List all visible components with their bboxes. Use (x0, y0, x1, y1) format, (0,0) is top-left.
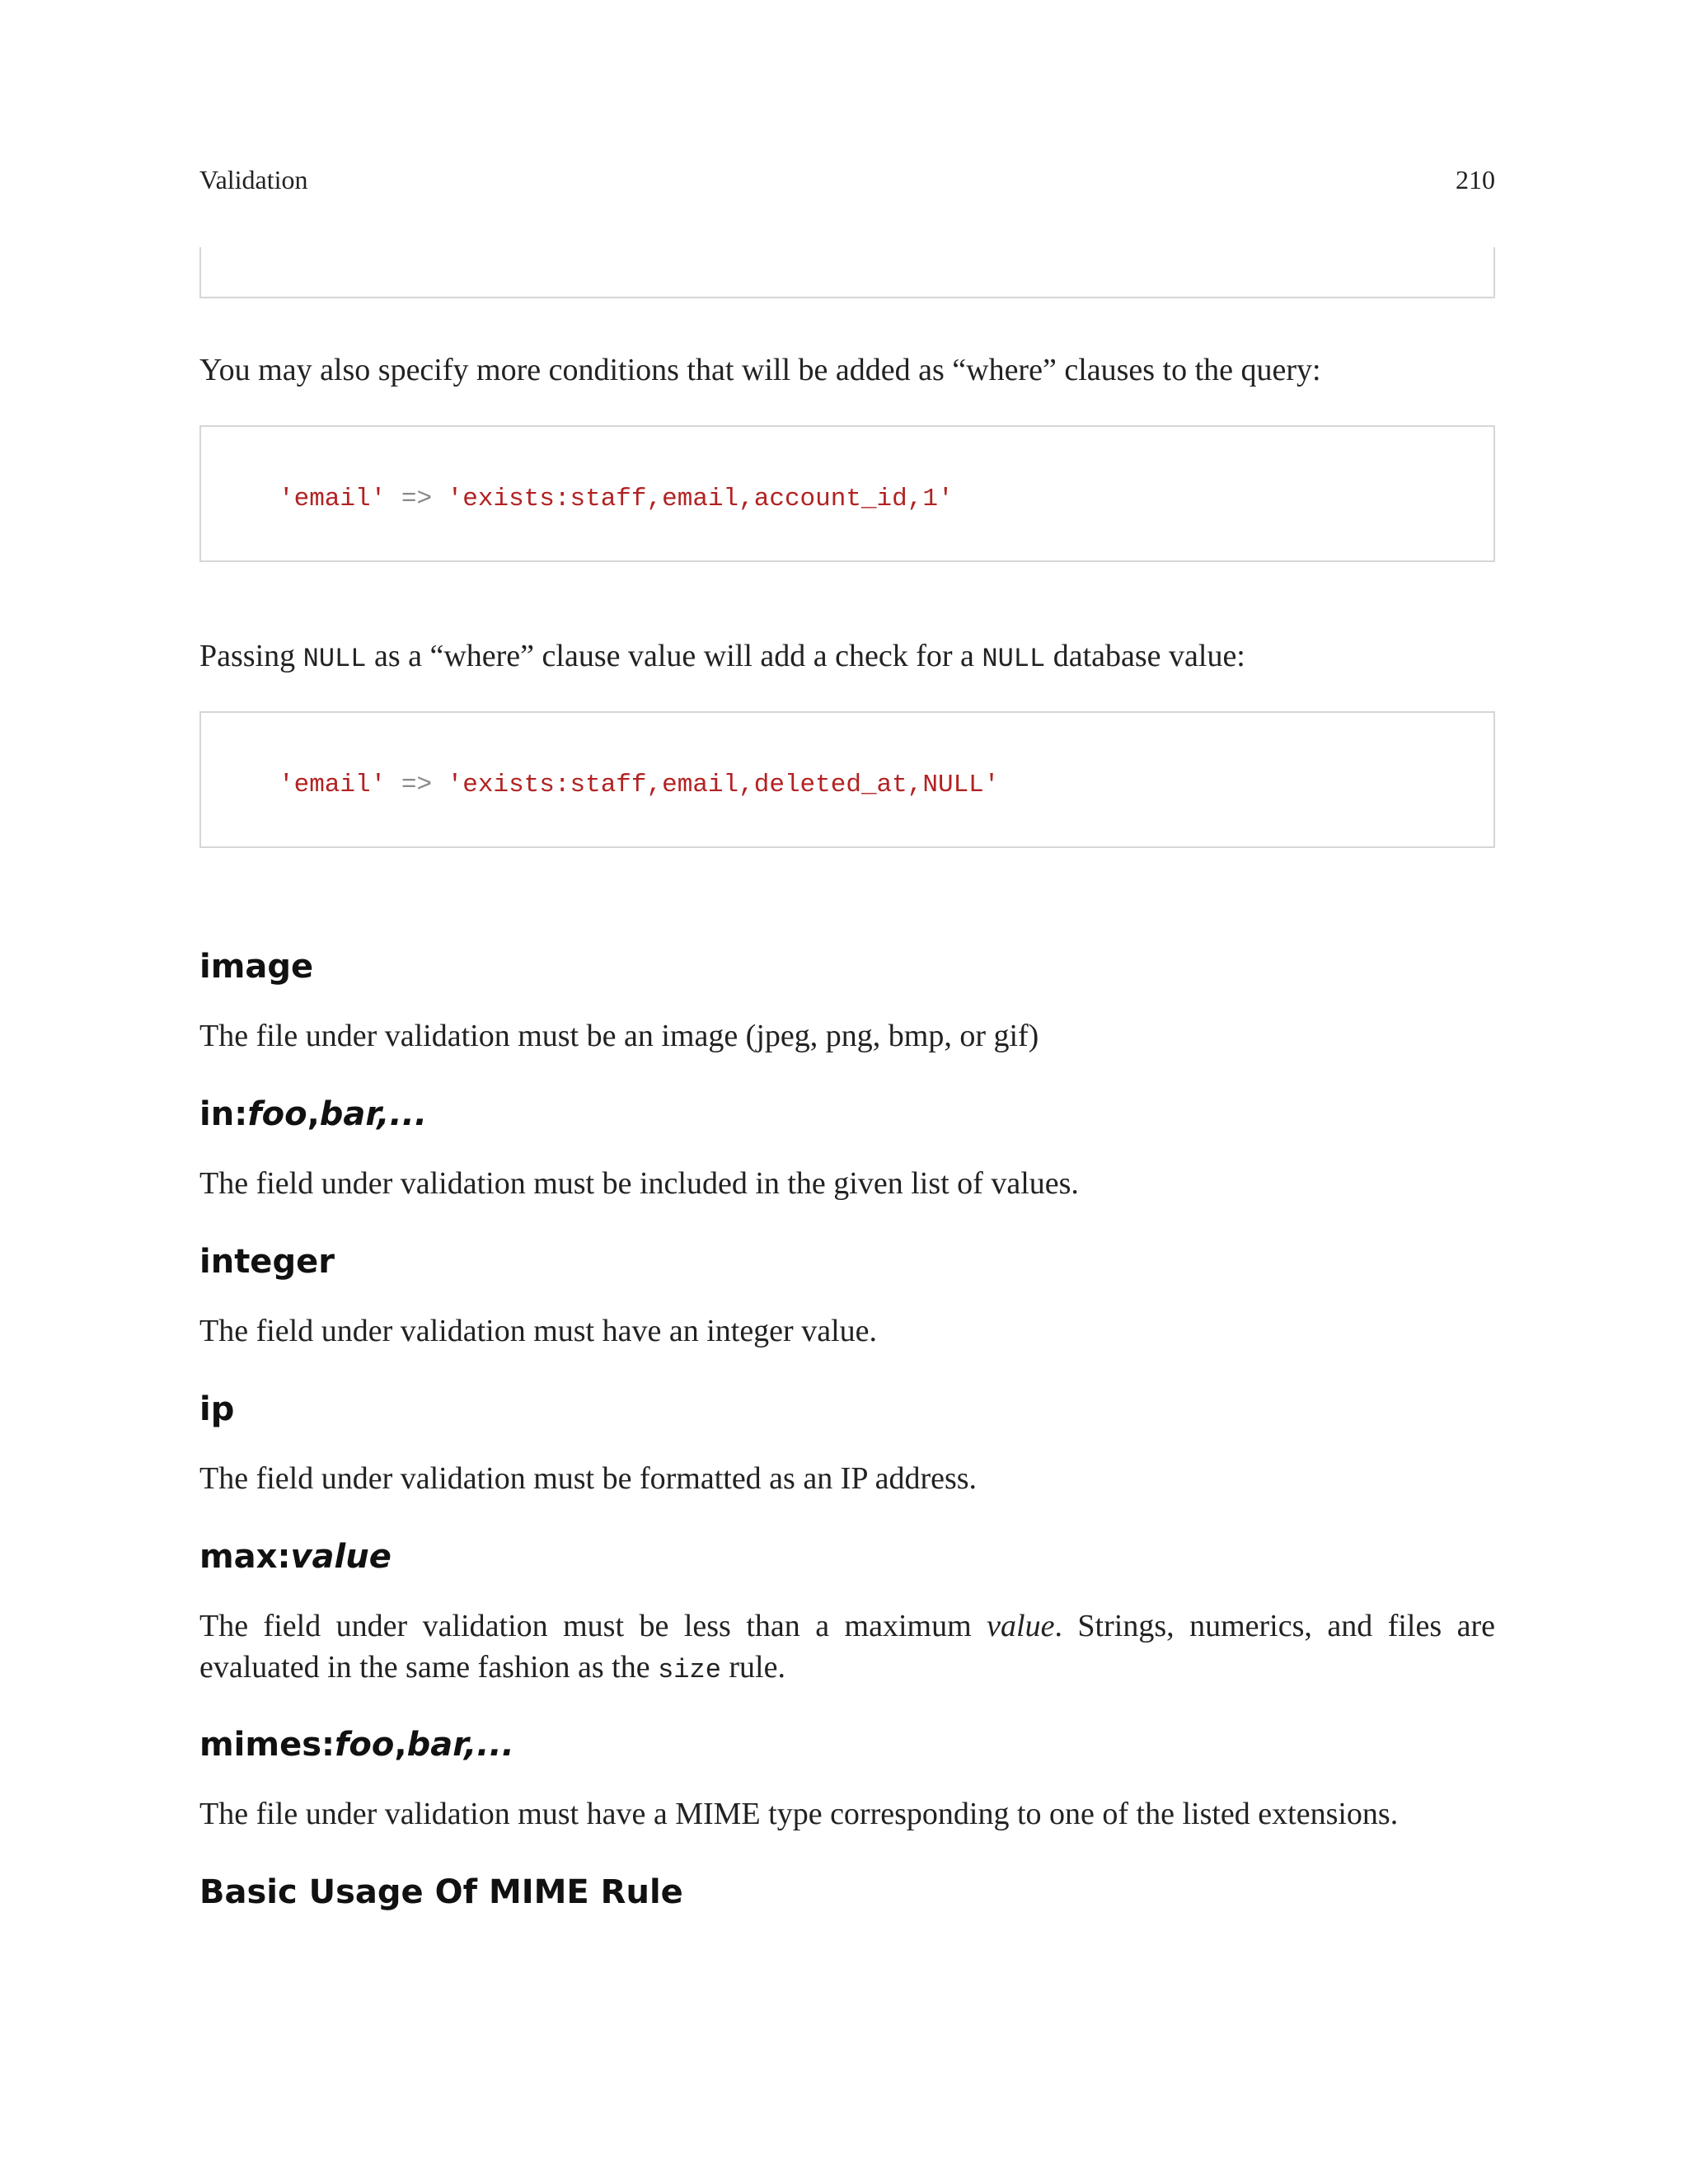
rule-heading-integer: integer (199, 1243, 335, 1281)
code-line (279, 483, 954, 516)
text: mimes: (199, 1726, 335, 1764)
code-value: 'exists:staff,email,account_id,1' (447, 485, 954, 513)
param: bar (406, 1726, 465, 1764)
emphasis: value (987, 1609, 1055, 1643)
param: foo (247, 1095, 307, 1133)
text: The field under validation must be less than a maximum (199, 1609, 987, 1643)
text: . Strings, numerics, and files are evaluated in the same fashion as the (199, 1609, 1495, 1685)
text: Passing (199, 639, 303, 673)
code-arrow: => (401, 485, 433, 513)
running-header (199, 162, 1495, 198)
inline-code-null: NULL (302, 644, 367, 674)
param: ,... (464, 1726, 514, 1764)
inline-code-null: NULL (982, 644, 1046, 674)
code-key: 'email' (279, 485, 387, 513)
rule-desc-mimes: The file under validation must have a MIME type corresponding to one of the listed extensions. (199, 1797, 1399, 1831)
text: , (307, 1095, 320, 1133)
code-block-account-id (199, 425, 1495, 562)
text: max: (199, 1538, 291, 1576)
text: , (394, 1726, 407, 1764)
rule-heading-ip: ip (199, 1390, 235, 1428)
code-block-fragment (199, 247, 1495, 298)
text: database value: (1045, 639, 1245, 673)
rule-desc-max (199, 1605, 1495, 1691)
rule-heading-in (199, 1092, 427, 1137)
text: rule. (720, 1650, 785, 1685)
rule-heading-image: image (199, 948, 314, 986)
rule-heading-mimes (199, 1722, 514, 1767)
text: in: (199, 1095, 248, 1133)
null-paragraph (199, 635, 1495, 680)
param: foo (335, 1726, 395, 1764)
code-arrow: => (401, 771, 433, 799)
rule-desc-image: The file under validation must be an image (jpeg, png, bmp, or gif) (199, 1019, 1039, 1053)
code-key: 'email' (279, 771, 387, 799)
section-heading-basic-usage: Basic Usage Of MIME Rule (199, 1873, 683, 1911)
param: ,... (377, 1095, 428, 1133)
page-number: 210 (1456, 165, 1495, 194)
where-clause-paragraph: You may also specify more conditions that will be added as “where” clauses to the query: (199, 353, 1321, 387)
rule-desc-in: The field under validation must be included in the given list of values. (199, 1166, 1079, 1201)
inline-code-size: size (658, 1655, 721, 1685)
text: as a “where” clause value will add a check for a (366, 639, 982, 673)
rule-desc-integer: The field under validation must have an integer value. (199, 1314, 877, 1348)
code-value: 'exists:staff,email,deleted_at,NULL' (447, 771, 1000, 799)
rule-desc-ip: The field under validation must be formatted as an IP address. (199, 1461, 978, 1496)
rule-heading-max (199, 1535, 392, 1579)
param: bar (319, 1095, 377, 1133)
chapter-title: Validation (199, 165, 308, 194)
code-block-deleted-at (199, 711, 1495, 848)
code-line (279, 769, 999, 802)
param: value (290, 1538, 392, 1576)
